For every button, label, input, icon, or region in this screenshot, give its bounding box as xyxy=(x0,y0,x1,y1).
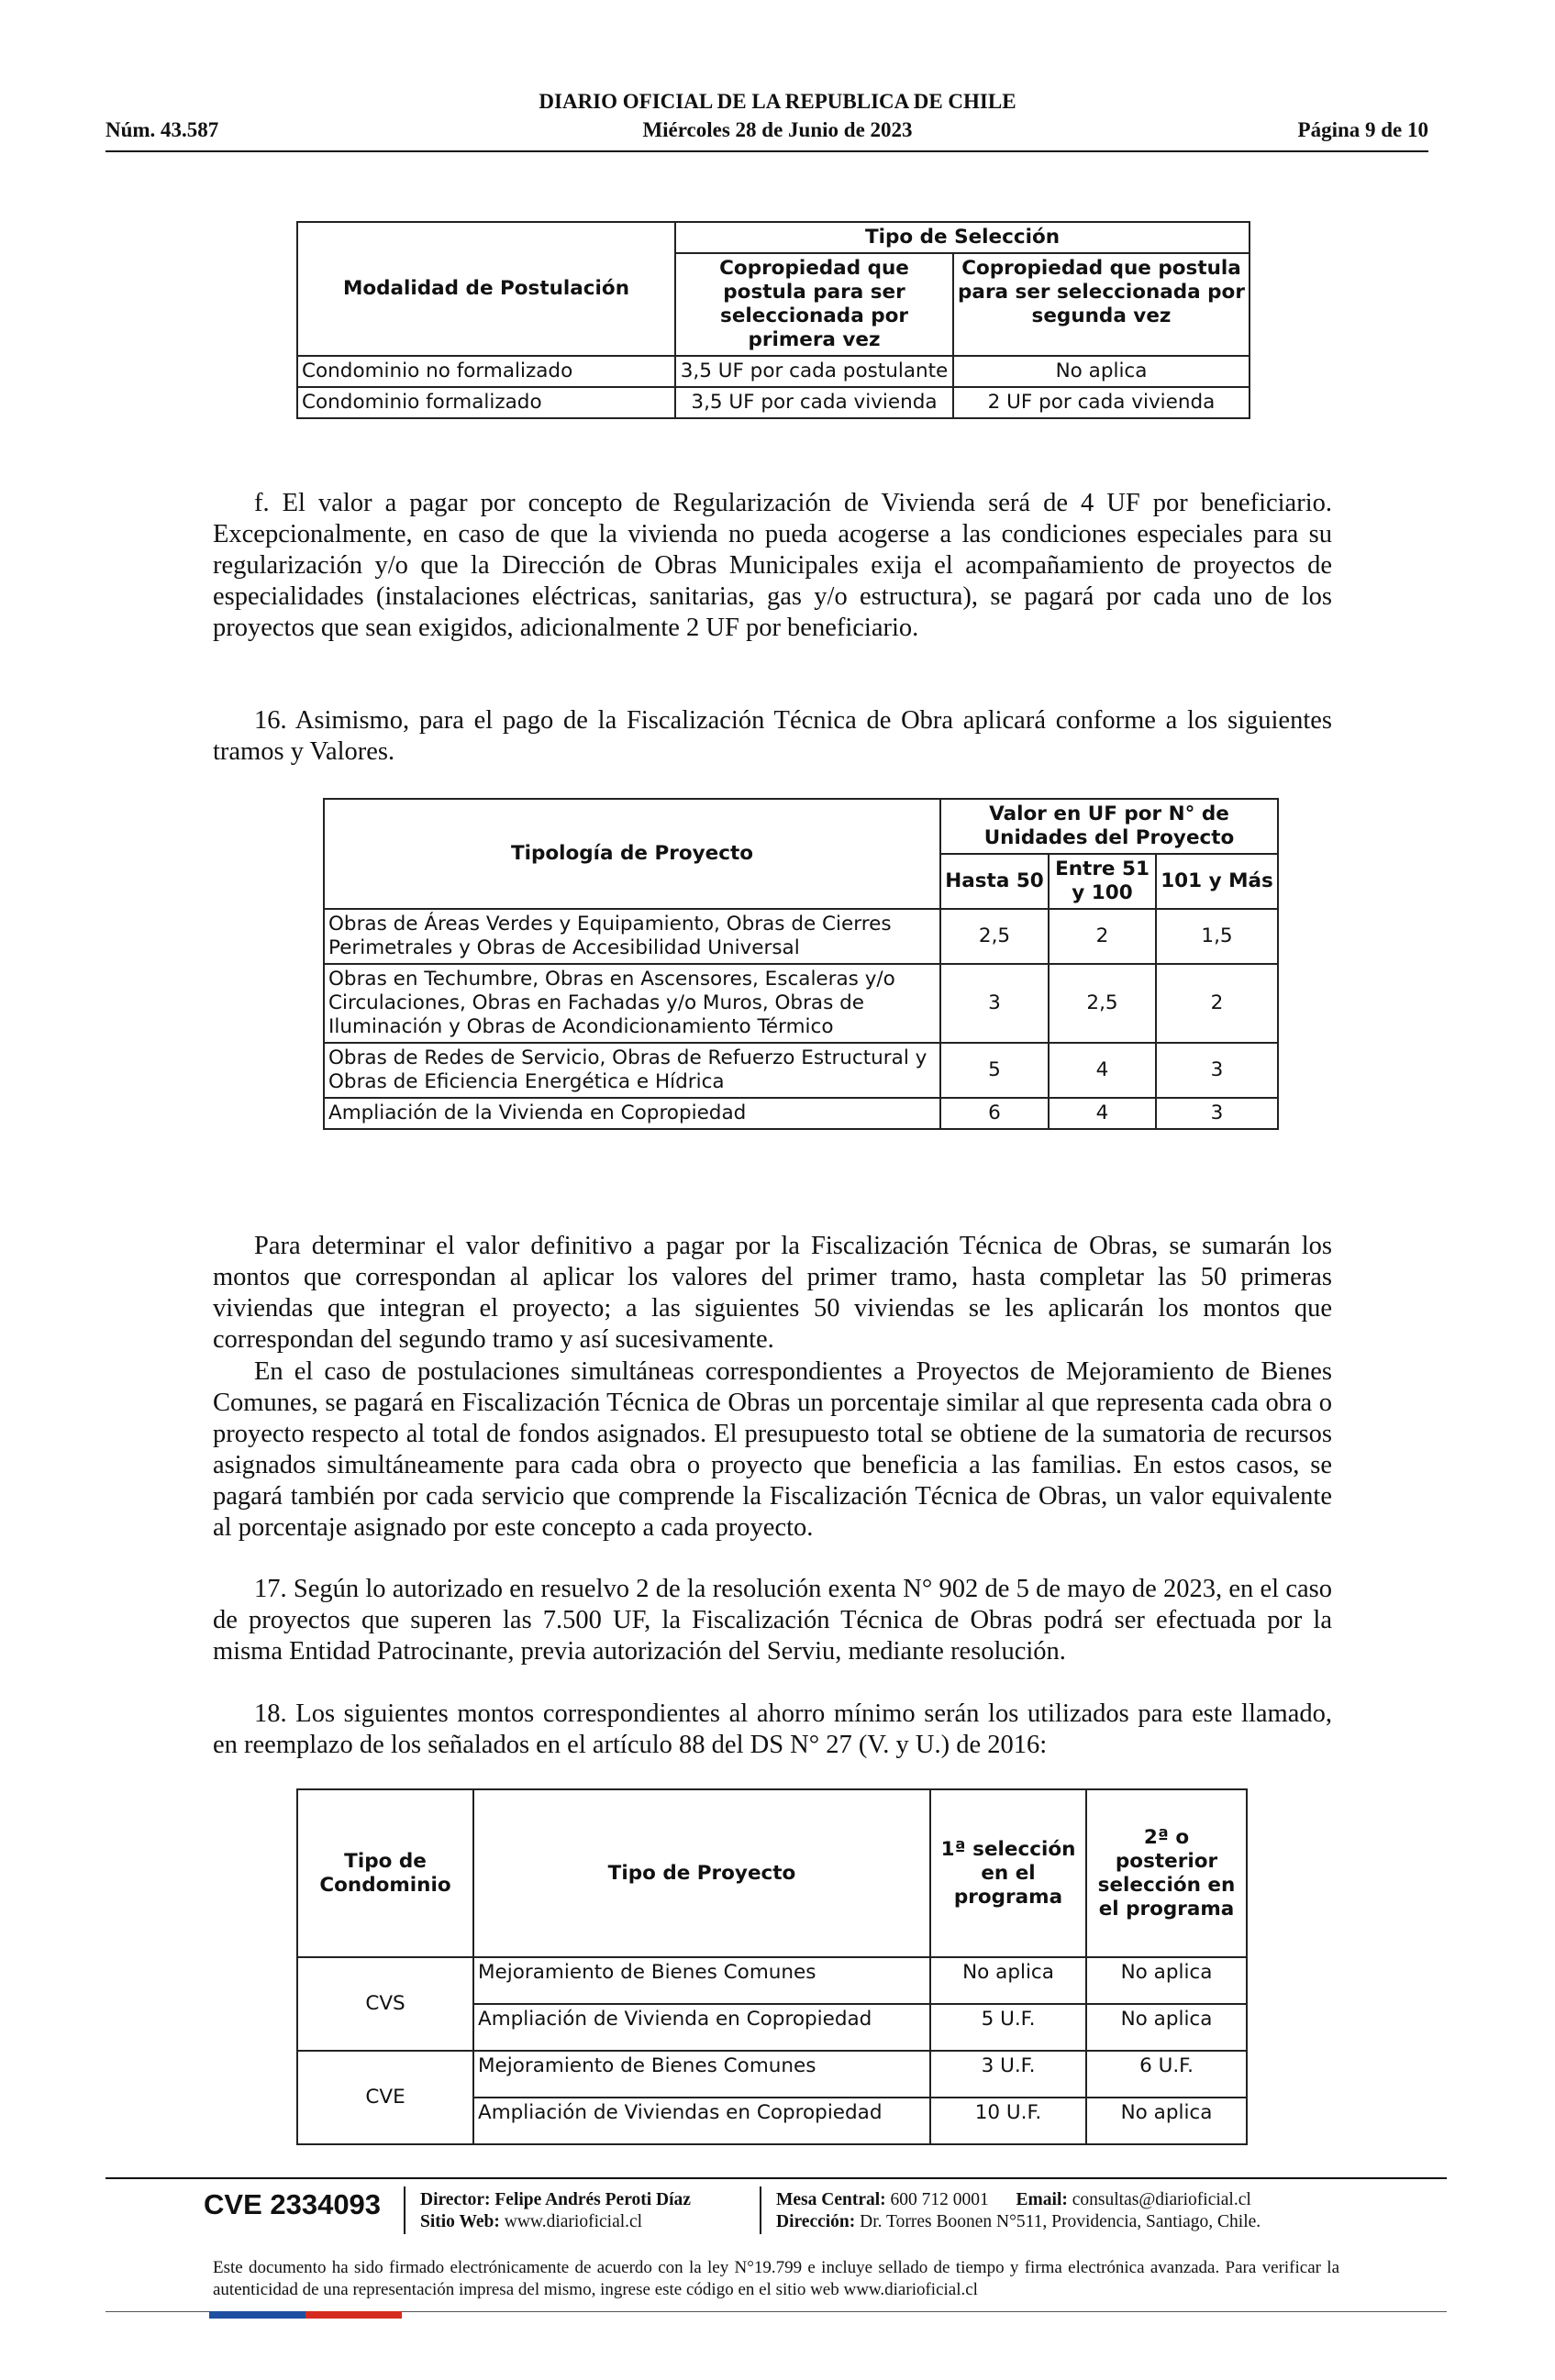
legal-notice: Este documento ha sido firmado electrónicamente de acuerdo con la ley N°19.799 e incluye sellado de tiempo y firma electrónica avanzada. Para verificar la autenticidad de una representación impresa del mismo, ingrese este código en el sitio web www.diarioficial.cl xyxy=(213,2258,1339,2299)
header-primera-vez: Copropiedad que postula para ser seleccionada por primera vez xyxy=(675,253,953,356)
table-row xyxy=(297,356,1250,387)
table-row xyxy=(324,1043,1278,1098)
table-row xyxy=(324,1098,1278,1129)
header-rule xyxy=(106,150,1428,152)
header-segunda-vez: Copropiedad que postula para ser seleccionada por segunda vez xyxy=(953,253,1250,356)
director-name: Felipe Andrés Peroti Díaz xyxy=(494,2190,691,2209)
header-modalidad: Modalidad de Postulación xyxy=(297,222,675,356)
paragraph-caso: En el caso de postulaciones simultáneas correspondientes a Proyectos de Mejoramiento de Bienes Comunes, se pagará en Fiscalización Técnica de Obras un porcentaje similar al que representa cada obra o proyecto respecto al total de fondos asignados. El presupuesto total se obtiene de la sumatoria de recursos asignados simultáneamente para cada obra o proyecto que beneficia a las familias. En estos casos, se pagará también por cada servicio que comprende la Fiscalización Técnica de Obras, un valor equivalente al porcentaje asignado por este concepto a cada proyecto. xyxy=(213,1357,1332,1542)
mesa-phone: 600 712 0001 xyxy=(890,2190,989,2209)
cell-condominio: CVS xyxy=(297,1957,473,2051)
cell-proyecto: Ampliación de Vivienda en Copropiedad xyxy=(473,2004,930,2051)
email-link[interactable]: consultas@diarioficial.cl xyxy=(1072,2190,1251,2209)
footer-divider xyxy=(404,2186,405,2234)
flag-stripe-blue xyxy=(209,2311,305,2319)
cell-proyecto: Mejoramiento de Bienes Comunes xyxy=(473,1957,930,2004)
fiscalizacion-table xyxy=(323,798,1279,1130)
cell-value: 5 xyxy=(940,1043,1049,1098)
modalidad-table xyxy=(296,221,1250,419)
flag-stripe xyxy=(209,2311,402,2319)
header-segunda-seleccion: 2ª o posterior selección en el programa xyxy=(1086,1789,1247,1957)
cell-primera: 3 U.F. xyxy=(930,2051,1086,2098)
cell-value: 3 xyxy=(940,964,1049,1043)
cell-primera: 10 U.F. xyxy=(930,2098,1086,2144)
cell-segunda: 6 U.F. xyxy=(1086,2051,1247,2098)
address-line xyxy=(776,2212,1261,2232)
paragraph-f: f. El valor a pagar por concepto de Regularización de Vivienda será de 4 UF por beneficiario. Excepcionalmente, en caso de que la vivienda no pueda acogerse a las condiciones especiales para su regularización y/o que la Dirección de Obras Municipales exija el acompañamiento de proyectos de especialidades (instalaciones eléctricas, sanitarias, gas y/o estructura), se pagará por cada uno de los proyectos que sean exigidos, adicionalmente 2 UF por beneficiario. xyxy=(213,489,1332,642)
cell-tipologia: Ampliación de la Vivienda en Copropiedad xyxy=(324,1098,940,1129)
cell-value: 4 xyxy=(1049,1043,1156,1098)
cell-segunda: No aplica xyxy=(1086,2098,1247,2144)
header-51-100: Entre 51 y 100 xyxy=(1049,854,1156,909)
issue-number: Núm. 43.587 xyxy=(106,118,219,141)
flag-stripe-red xyxy=(305,2311,402,2319)
cell-value: 2,5 xyxy=(1049,964,1156,1043)
paragraph-16: 16. Asimismo, para el pago de la Fiscalización Técnica de Obra aplicará conforme a los siguientes tramos y Valores. xyxy=(213,706,1332,766)
table-row xyxy=(297,2051,1247,2098)
director-line xyxy=(420,2190,691,2210)
table-row xyxy=(324,909,1278,964)
cell-tipologia: Obras de Redes de Servicio, Obras de Refuerzo Estructural y Obras de Eficiencia Energética e Hídrica xyxy=(324,1043,940,1098)
cell-proyecto: Ampliación de Viviendas en Copropiedad xyxy=(473,2098,930,2144)
cell-value: 6 xyxy=(940,1098,1049,1129)
header-tipo-condominio: Tipo de Condominio xyxy=(297,1789,473,1957)
cell-segunda: 2 UF por cada vivienda xyxy=(953,387,1250,418)
cell-value: 3 xyxy=(1156,1043,1278,1098)
ahorro-table xyxy=(296,1788,1248,2145)
cell-tipologia: Obras de Áreas Verdes y Equipamiento, Obras de Cierres Perimetrales y Obras de Accesibilidad Universal xyxy=(324,909,940,964)
footer-divider xyxy=(760,2186,761,2234)
cell-value: 2 xyxy=(1156,964,1278,1043)
cell-primera: 5 U.F. xyxy=(930,2004,1086,2051)
header-tipologia: Tipología de Proyecto xyxy=(324,799,940,909)
cell-proyecto: Mejoramiento de Bienes Comunes xyxy=(473,2051,930,2098)
cell-segunda: No aplica xyxy=(953,356,1250,387)
header-101-mas: 101 y Más xyxy=(1156,854,1278,909)
cell-segunda: No aplica xyxy=(1086,2004,1247,2051)
header-primera-seleccion: 1ª selección en el programa xyxy=(930,1789,1086,1957)
cve-code: CVE 2334093 xyxy=(204,2188,382,2220)
cell-primera: 3,5 UF por cada postulante xyxy=(675,356,953,387)
newspaper-title: DIARIO OFICIAL DE LA REPUBLICA DE CHILE xyxy=(539,90,1016,113)
address-value: Dr. Torres Boonen N°511, Providencia, Santiago, Chile. xyxy=(860,2212,1261,2231)
cell-condominio: CVE xyxy=(297,2051,473,2144)
table-row xyxy=(297,1957,1247,2004)
cell-segunda: No aplica xyxy=(1086,1957,1247,2004)
paragraph-determinar: Para determinar el valor definitivo a pagar por la Fiscalización Técnica de Obras, se sumarán los montos que correspondan al aplicar los valores del primer tramo, hasta completar las 50 primeras viviendas que integran el proyecto; a las siguientes 50 viviendas se les aplicarán los montos que correspondan del segundo tramo y así sucesivamente. xyxy=(213,1232,1332,1354)
cell-modalidad: Condominio no formalizado xyxy=(297,356,675,387)
header-tipo-seleccion: Tipo de Selección xyxy=(675,222,1250,253)
mesa-central-line xyxy=(776,2190,1251,2210)
address-label: Dirección: xyxy=(776,2212,856,2231)
cell-modalidad: Condominio formalizado xyxy=(297,387,675,418)
header-hasta-50: Hasta 50 xyxy=(940,854,1049,909)
footer-top-rule xyxy=(106,2177,1447,2179)
header-tipo-proyecto: Tipo de Proyecto xyxy=(473,1789,930,1957)
cell-value: 1,5 xyxy=(1156,909,1278,964)
website-link[interactable]: www.diarioficial.cl xyxy=(504,2212,643,2231)
cell-value: 2 xyxy=(1049,909,1156,964)
issue-date: Miércoles 28 de Junio de 2023 xyxy=(642,118,913,141)
cell-tipologia: Obras en Techumbre, Obras en Ascensores, Escaleras y/o Circulaciones, Obras en Fachadas y/o Muros, Obras de Iluminación y Obras de Acondicionamiento Térmico xyxy=(324,964,940,1043)
cell-primera: 3,5 UF por cada vivienda xyxy=(675,387,953,418)
paragraph-17: 17. Según lo autorizado en resuelvo 2 de la resolución exenta N° 902 de 5 de mayo de 2023, en el caso de proyectos que superen las 7.500 UF, la Fiscalización Técnica de Obras podrá ser efectuada por la misma Entidad Patrocinante, previa autorización del Serviu, mediante resolución. xyxy=(213,1575,1332,1666)
website-label: Sitio Web: xyxy=(420,2212,500,2231)
cell-value: 4 xyxy=(1049,1098,1156,1129)
header-valor-uf: Valor en UF por N° de Unidades del Proyecto xyxy=(940,799,1278,854)
table-row xyxy=(297,387,1250,418)
website-line xyxy=(420,2212,642,2232)
director-label: Director: xyxy=(420,2190,491,2209)
email-label: Email: xyxy=(1016,2190,1068,2209)
cell-value: 3 xyxy=(1156,1098,1278,1129)
cell-primera: No aplica xyxy=(930,1957,1086,2004)
page-number: Página 9 de 10 xyxy=(1297,118,1428,141)
paragraph-18: 18. Los siguientes montos correspondientes al ahorro mínimo serán los utilizados para este llamado, en reemplazo de los señalados en el artículo 88 del DS N° 27 (V. y U.) de 2016: xyxy=(213,1699,1332,1759)
mesa-label: Mesa Central: xyxy=(776,2190,886,2209)
table-row xyxy=(324,964,1278,1043)
cell-value: 2,5 xyxy=(940,909,1049,964)
